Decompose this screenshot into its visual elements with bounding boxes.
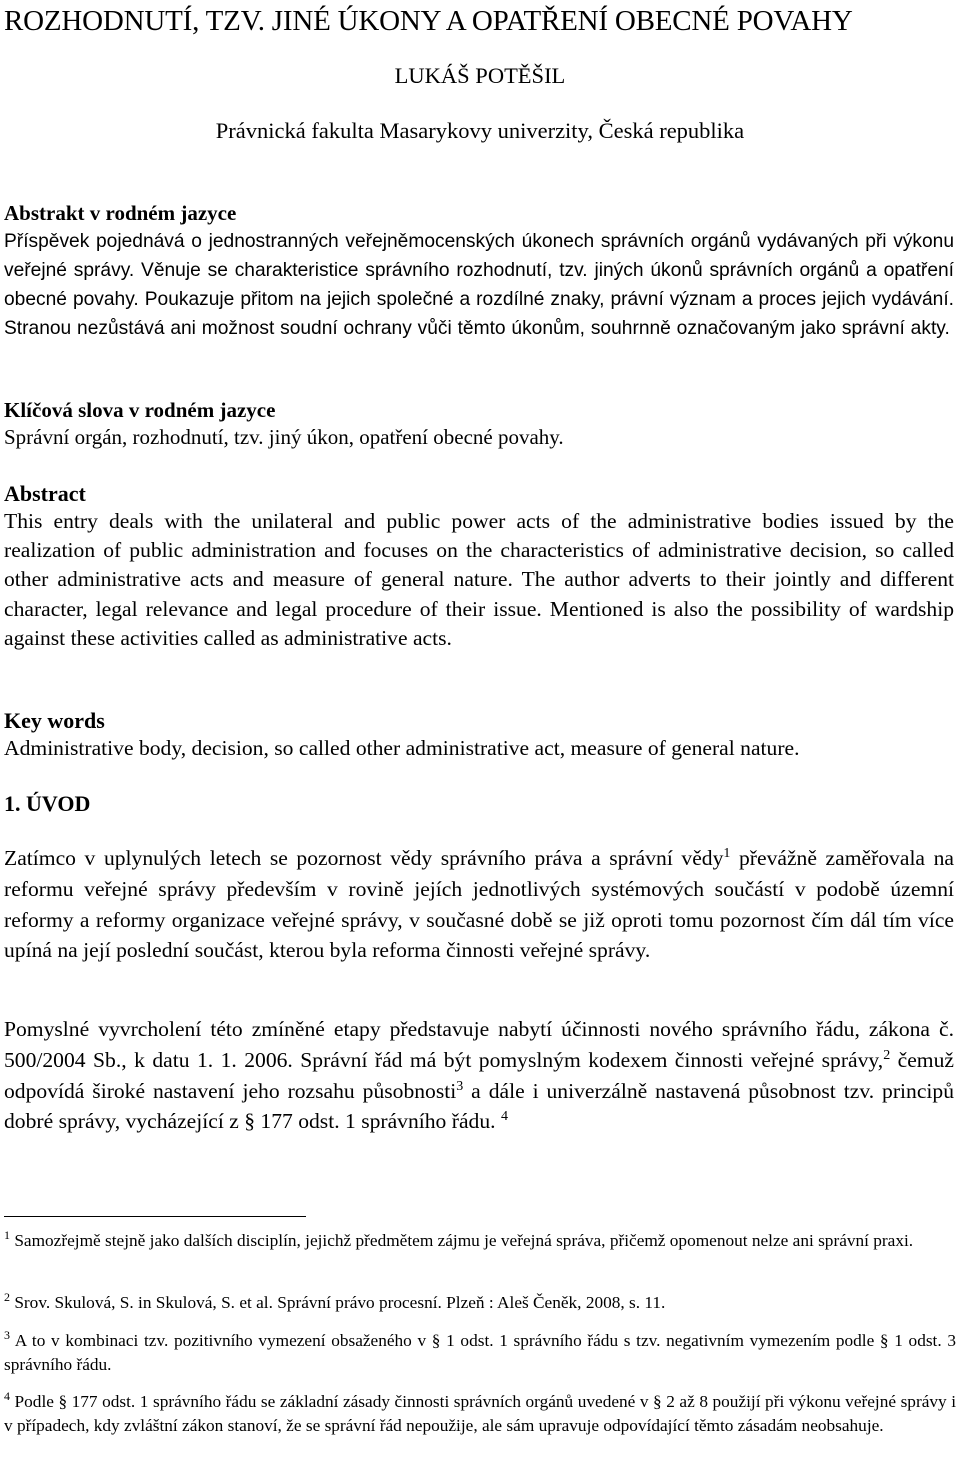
paper-title: ROZHODNUTÍ, TZV. JINÉ ÚKONY A OPATŘENÍ OBECNÉ POVAHY: [4, 5, 853, 37]
footnote-separator: [4, 1216, 306, 1217]
footnote-2-text: Srov. Skulová, S. in Skulová, S. et al. Správní právo procesní. Plzeň : Aleš Čeněk, 2008, s. 11.: [10, 1293, 666, 1312]
abstract-en-text: This entry deals with the unilateral and public power acts of the administrative bodies issued by the realization of public administration and focuses on the characteristics of administrative decision, so called other administrative acts and measure of general nature. The author adverts to their jointly and different character, legal relevance and legal procedure of their issue. Mentioned is also the possibility of wardship against these activities called as administrative acts.: [4, 509, 954, 650]
author-affiliation: Právnická fakulta Masarykovy univerzity, Česká republika: [215, 118, 745, 143]
abstract-cz-heading: Abstrakt v rodném jazyce: [4, 201, 237, 225]
keywords-cz-heading: Klíčová slova v rodném jazyce: [4, 398, 276, 422]
keywords-cz-text: Správní orgán, rozhodnutí, tzv. jiný úkon, opatření obecné povahy.: [4, 425, 564, 449]
footnote-2: [4, 1291, 956, 1315]
footnote-3-text: A to v kombinaci tzv. pozitivního vymezení obsaženého v § 1 odst. 1 správního řádu s tzv. negativním vymezením podle § 1 odst. 3 správního řádu.: [4, 1331, 956, 1374]
footnote-4-number: 4: [4, 1389, 10, 1403]
abstract-cz-text: Příspěvek pojednává o jednostranných veřejněmocenských úkonech správních orgánů vydávaných při výkonu veřejné správy. Věnuje se charakteristice správního rozhodnutí, tzv. jiných úkonů správních orgánů a opatření obecné povahy. Poukazuje přitom na jejich společné a rozdílné znaky, právní význam a proces jejich vydávání. Stranou nezůstává ani možnost soudní ochrany vůči těmto úkonům, souhrnně označovaným jako správní akty.: [4, 231, 954, 339]
footnote-4: [4, 1390, 956, 1438]
footnote-1: [4, 1229, 956, 1253]
body-paragraph-1: [4, 843, 954, 966]
body-paragraph-2-part-a: Pomyslné vyvrcholení této zmíněné etapy představuje nabytí účinnosti nového správního řádu, zákona č. 500/2004 Sb., k datu 1. 1. 2006. Správní řád má být pomyslným kodexem činnosti veřejné správy,: [4, 1017, 954, 1072]
body-paragraph-2-part-b: čemuž odpovídá široké nastavení jeho rozsahu působnosti: [4, 1047, 954, 1103]
footnote-2-number: 2: [4, 1290, 10, 1304]
body-paragraph-2-part-c: a dále i univerzálně nastavená působnost tzv. principů dobré správy, vycházející z § 177 odst. 1 správního řádu.: [4, 1078, 954, 1134]
body-paragraph-1-part-b: převážně zaměřovala na reformu veřejné správy především v rovině jejích jednotlivých systémových součástí v podobě územní reformy a reformy organizace veřejné správy, v současné době se již oproti tomu pozornost čím dál tím více upíná na její poslední součást, kterou byla reforma činnosti veřejné správy.: [4, 846, 954, 963]
abstract-en-heading: Abstract: [4, 481, 86, 506]
keywords-en-heading: Key words: [4, 708, 105, 733]
footnote-3: [4, 1329, 956, 1377]
footnote-1-number: 1: [4, 1228, 10, 1242]
footnote-4-text: Podle § 177 odst. 1 správního řádu se základní zásady činnosti správních orgánů uvedené v § 2 až 8 použijí při výkonu veřejné správy i v případech, kdy zvláštní zákon stanoví, že se správní řád nepoužije, ale sám upravuje odpovídající těmto zásadám neobsahuje.: [4, 1392, 956, 1435]
body-paragraph-2: [4, 1014, 954, 1137]
footnote-ref-1[interactable]: 1: [723, 846, 731, 861]
author-name: LUKÁŠ POTĚŠIL: [394, 63, 566, 88]
keywords-en-text: Administrative body, decision, so called other administrative act, measure of general nature.: [4, 736, 800, 760]
section-heading-intro: 1. ÚVOD: [4, 791, 91, 816]
body-paragraph-1-part-a: Zatímco v uplynulých letech se pozornost vědy správního práva a správní vědy: [4, 846, 724, 870]
footnote-ref-3[interactable]: 3: [456, 1078, 464, 1094]
footnote-ref-4[interactable]: 4: [500, 1109, 508, 1125]
footnote-1-text: Samozřejmě stejně jako dalších disciplín, jejichž předmětem zájmu je veřejná správa, přičemž opomenout nelze ani správní praxi.: [10, 1231, 914, 1250]
footnote-3-number: 3: [4, 1328, 10, 1342]
footnote-ref-2[interactable]: 2: [883, 1047, 891, 1063]
